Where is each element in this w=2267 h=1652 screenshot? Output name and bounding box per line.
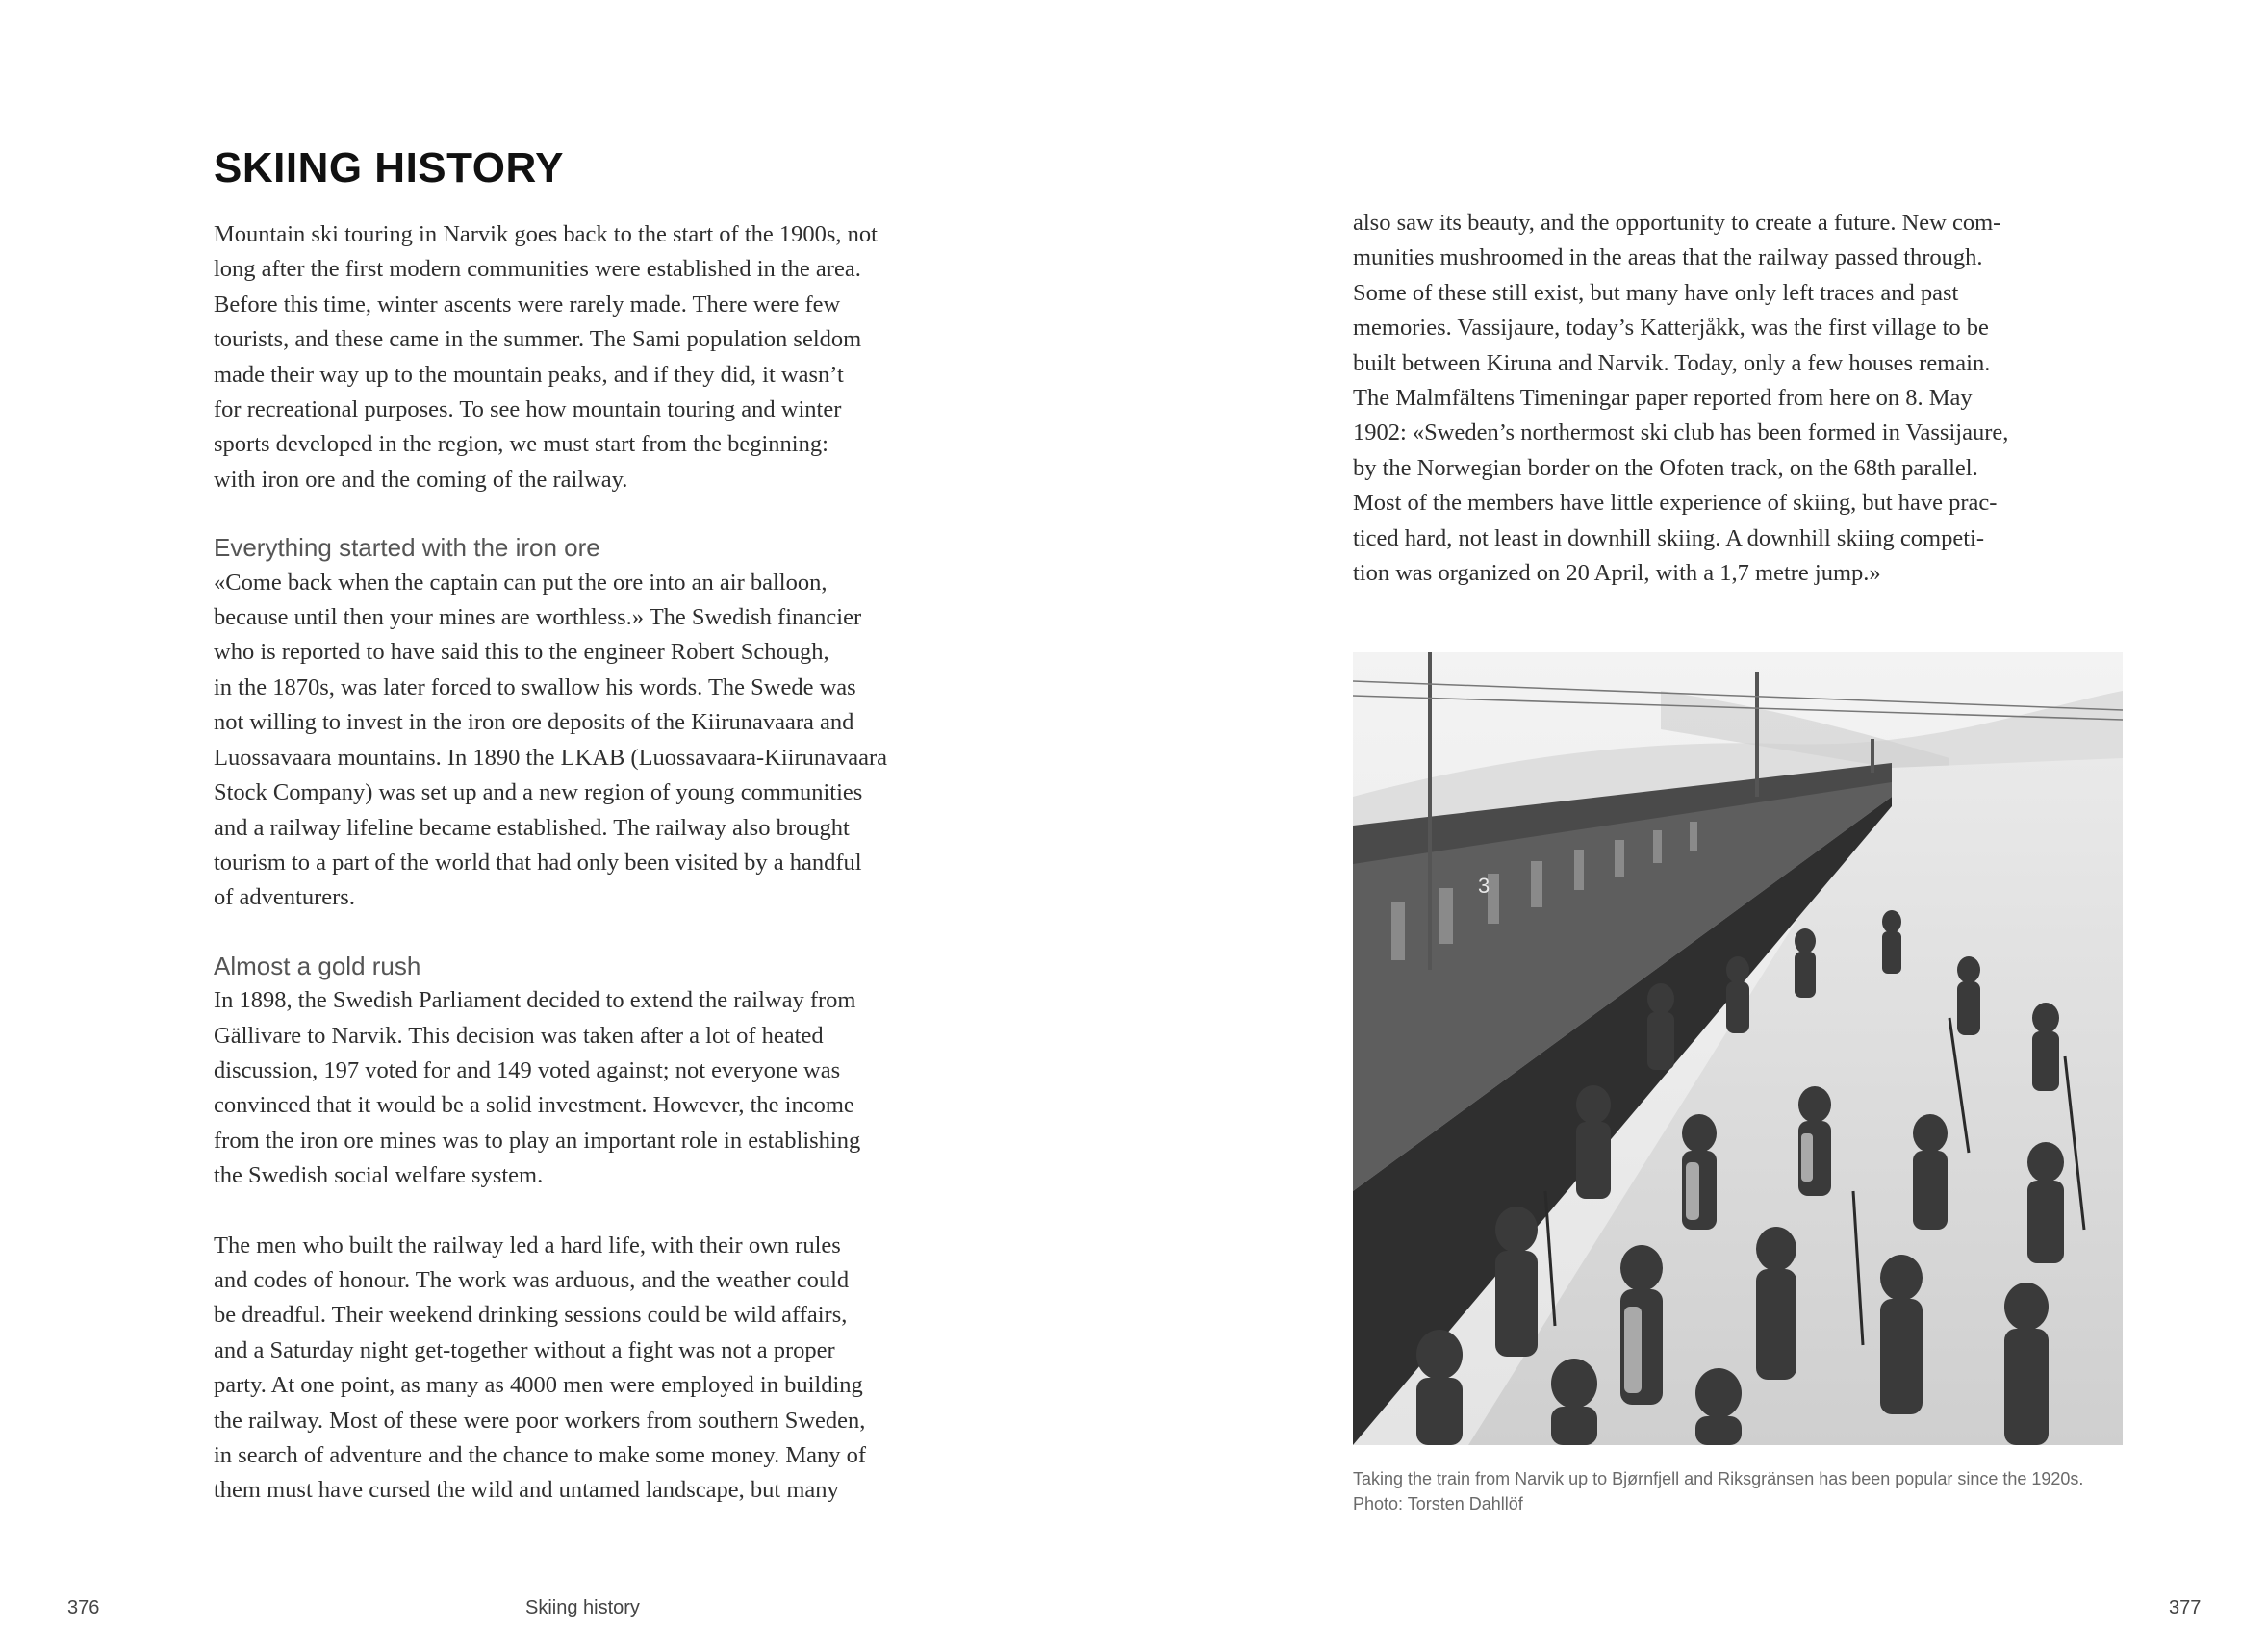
intro-paragraph [214,217,1003,497]
crowd-figure [1795,928,1816,953]
text-line: by the Norwegian border on the Ofoten track, on the 68th parallel. [1353,454,1978,481]
text-line: also saw its beauty, and the opportunity to create a future. New com- [1353,210,2001,236]
text-line: the railway. Most of these were poor workers from southern Sweden, [214,1407,866,1434]
railway-builders-paragraph [214,1229,1003,1509]
photo-illustration [1353,652,2123,1445]
train-window [1653,830,1662,863]
text-line: Before this time, winter ascents were rarely made. There were few [214,291,841,318]
crowd-figure [1416,1378,1463,1445]
text-line: tourism to a part of the world that had only been visited by a handful [214,849,862,876]
text-line: discussion, 197 voted for and 149 voted against; not everyone was [214,1056,841,1083]
text-line: them must have cursed the wild and untamed landscape, but many [214,1477,839,1504]
crowd-figure [1913,1151,1948,1230]
train-window [1574,850,1584,890]
text-line: in search of adventure and the chance to make some money. Many of [214,1442,867,1468]
crowd-figure [1682,1114,1717,1153]
crowd-figure [1551,1359,1597,1409]
text-line: and a railway lifeline became established. The railway also brought [214,814,850,841]
text-line: The Malmfältens Timeningar paper reported from here on 8. May [1353,385,1973,412]
train-window [1391,902,1405,960]
crowd-figure [1647,1012,1674,1070]
crowd-figure [2004,1283,2049,1331]
crowd-figure [2027,1181,2064,1263]
crowd-figure [1756,1269,1796,1380]
text-line: and codes of honour. The work was arduous, and the weather could [214,1266,850,1293]
text-line: built between Kiruna and Narvik. Today, only a few houses remain. [1353,349,1991,376]
text-line: In 1898, the Swedish Parliament decided to extend the railway from [214,987,856,1014]
text-line: made their way up to the mountain peaks, and if they did, it wasn’t [214,361,844,388]
text-line: not willing to invest in the iron ore deposits of the Kiirunavaara and [214,709,854,736]
crowd-figure [1416,1330,1463,1380]
crowd-figure [1695,1416,1742,1445]
crowd-figure [2027,1142,2064,1182]
text-line: be dreadful. Their weekend drinking sessions could be wild affairs, [214,1302,848,1329]
photo-caption [1353,1466,2142,1516]
text-line: party. At one point, as many as 4000 men were employed in building [214,1372,863,1399]
crowd-figure [2032,1003,2059,1033]
crowd-figure [1576,1122,1611,1199]
text-line: in the 1870s, was later forced to swallow his words. The Swede was [214,674,856,700]
crowd-figure [1957,956,1980,983]
text-line: «Come back when the captain can put the ore into an air balloon, [214,569,828,596]
train-station-photo [1353,652,2123,1445]
text-line: Most of the members have little experience of skiing, but have prac- [1353,490,1998,517]
crowd-figure [1795,952,1816,998]
page-number-left: 376 [67,1597,100,1618]
text-line: Mountain ski touring in Narvik goes back to the start of the 1900s, not [214,221,878,247]
text-line: long after the first modern communities were established in the area. [214,256,861,283]
crowd-figure [1880,1299,1923,1414]
crowd-figure [2004,1329,2049,1445]
right-column-text [1353,206,2142,591]
running-title: Skiing history [525,1597,640,1618]
text-line: tourists, and these came in the summer. The Sami population seldom [214,326,862,353]
section-heading-gold-rush: Almost a gold rush [214,951,421,980]
train-window [1690,822,1697,851]
crowd-figure [1913,1114,1948,1153]
photo-credit: Photo: Torsten Dahllöf [1353,1494,1523,1513]
text-line: ticed hard, not least in downhill skiing. A downhill skiing competi- [1353,524,1984,551]
text-line: the Swedish social welfare system. [214,1162,544,1189]
page-title: SKIING HISTORY [214,144,564,191]
text-line: 1902: «Sweden’s northermost ski club has been formed in Vassijaure, [1353,419,2009,446]
train-window [1615,840,1624,877]
text-line: tion was organized on 20 April, with a 1,7 metre jump.» [1353,560,1881,587]
text-line: sports developed in the region, we must start from the beginning: [214,431,828,458]
text-line: with iron ore and the coming of the railway. [214,466,628,493]
text-line: Stock Company) was set up and a new region of young communities [214,779,863,806]
car-number: 3 [1478,874,1490,898]
text-line: from the iron ore mines was to play an important role in establishing [214,1127,861,1154]
text-line: and a Saturday night get-together without a fight was not a proper [214,1336,835,1363]
text-line: Gällivare to Narvik. This decision was taken after a lot of heated [214,1022,824,1049]
text-line: Luossavaara mountains. In 1890 the LKAB (Luossavaara-Kiirunavaara [214,744,888,771]
text-line: for recreational purposes. To see how mountain touring and winter [214,396,842,423]
train-window [1439,888,1453,944]
gold-rush-paragraph [214,983,1003,1193]
text-line: who is reported to have said this to the engineer Robert Schough, [214,639,829,666]
text-line: The men who built the railway led a hard life, with their own rules [214,1232,841,1258]
caption-text: Taking the train from Narvik up to Bjørnfjell and Riksgränsen has been popular since the 1920s. [1353,1469,2084,1488]
crowd-figure [1957,981,1980,1035]
crowd-figure [1695,1368,1742,1418]
text-line: convinced that it would be a solid investment. However, the income [214,1092,854,1119]
text-line: Some of these still exist, but many have only left traces and past [1353,279,1959,306]
crowd-figure [2032,1031,2059,1091]
crowd-figure [1726,956,1749,983]
text-line: munities mushroomed in the areas that the railway passed through. [1353,244,1983,271]
text-line: because until then your mines are worthless.» The Swedish financier [214,604,862,631]
crowd-figure [1882,931,1901,974]
crowd-figure [1882,910,1901,933]
text-line: of adventurers. [214,884,355,911]
page-number-right: 377 [2169,1597,2202,1618]
left-column-text [214,217,1003,1509]
crowd-figure [1551,1407,1597,1445]
text-line: memories. Vassijaure, today’s Katterjåkk, was the first village to be [1353,315,1989,342]
crowd-figure [1647,983,1674,1014]
train-window [1531,861,1542,907]
iron-ore-paragraph [214,566,1003,916]
crowd-figure [1756,1227,1796,1271]
section-heading-iron-ore: Everything started with the iron ore [214,533,600,563]
crowd-figure [1620,1245,1663,1291]
crowd-figure [1798,1086,1831,1123]
crowd-figure [1495,1251,1538,1357]
crowd-figure [1576,1085,1611,1124]
crowd-figure [1726,981,1749,1033]
crowd-figure [1495,1207,1538,1253]
crowd-figure [1880,1255,1923,1301]
